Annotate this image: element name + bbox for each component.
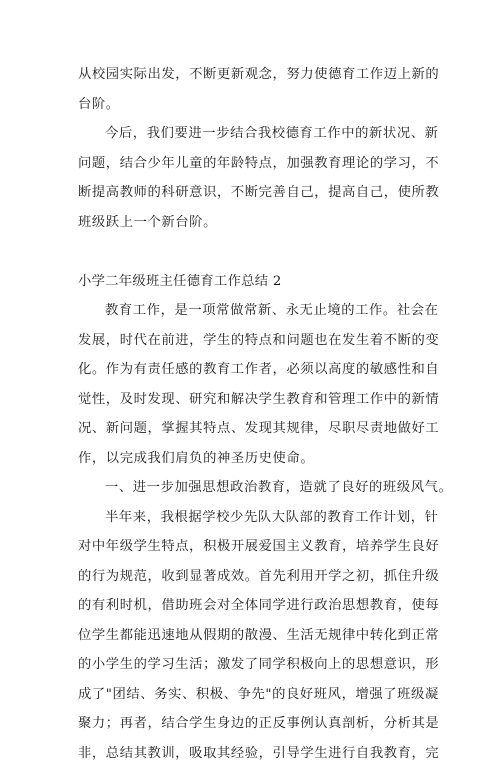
paragraph-subheading: [78, 473, 430, 503]
paragraph-intro: [78, 296, 430, 473]
text-line: 发展，时代在前进，学生的特点和问题也在发生着不断的变: [78, 326, 430, 356]
paragraph-ideological-education: [78, 503, 430, 768]
document-body: [78, 60, 430, 768]
text-line: 从校园实际出发，不断更新观念，努力使德育工作迈上新的: [78, 60, 430, 90]
text-line: 教育工作，是一项常做常新、永无止境的工作。社会在: [78, 296, 430, 326]
paragraph-continuation: [78, 60, 430, 119]
text-line: 非，总结其教训，吸取其经验，引导学生进行自我教育，完: [78, 739, 430, 768]
subheading-line: 一、进一步加强思想政治教育，造就了良好的班级风气。: [78, 473, 430, 503]
text-line: 对中年级学生特点，积极开展爱国主义教育，培养学生良好: [78, 532, 430, 562]
text-line: 台阶。: [78, 90, 430, 120]
text-line: 今后，我们要进一步结合我校德育工作中的新状况、新: [78, 119, 430, 149]
text-line: 班级跃上一个新台阶。: [78, 208, 430, 238]
paragraph-future-plans: [78, 119, 430, 237]
text-line: 化。作为有责任感的教育工作者，必须以高度的敏感性和自: [78, 355, 430, 385]
text-line: 聚力；再者，结合学生身边的正反事例认真剖析，分析其是: [78, 709, 430, 739]
text-line: 作，以完成我们肩负的神圣历史使命。: [78, 444, 430, 474]
text-line: 的小学生的学习生活；激发了同学积极向上的思想意识，形: [78, 650, 430, 680]
text-line: 半年来，我根据学校少先队大队部的教育工作计划，针: [78, 503, 430, 533]
section-title: 小学二年级班主任德育工作总结 2: [78, 267, 430, 297]
text-line: 觉性，及时发现、研究和解决学生教育和管理工作中的新情: [78, 385, 430, 415]
text-line: 断提高教师的科研意识，不断完善自己，提高自己，使所教: [78, 178, 430, 208]
text-line: 位学生都能迅速地从假期的散漫、生活无规律中转化到正常: [78, 621, 430, 651]
text-line: 的行为规范，收到显著成效。首先利用开学之初，抓住升级: [78, 562, 430, 592]
paragraph-spacer: [78, 237, 430, 267]
text-line: 问题，结合少年儿童的年龄特点，加强教育理论的学习，不: [78, 149, 430, 179]
text-line: 的有利时机，借助班会对全体同学进行政治思想教育，使每: [78, 591, 430, 621]
text-line: 成了"团结、务实、积极、争先"的良好班风，增强了班级凝: [78, 680, 430, 710]
text-line: 况、新问题，掌握其特点、发现其规律，尽职尽责地做好工: [78, 414, 430, 444]
